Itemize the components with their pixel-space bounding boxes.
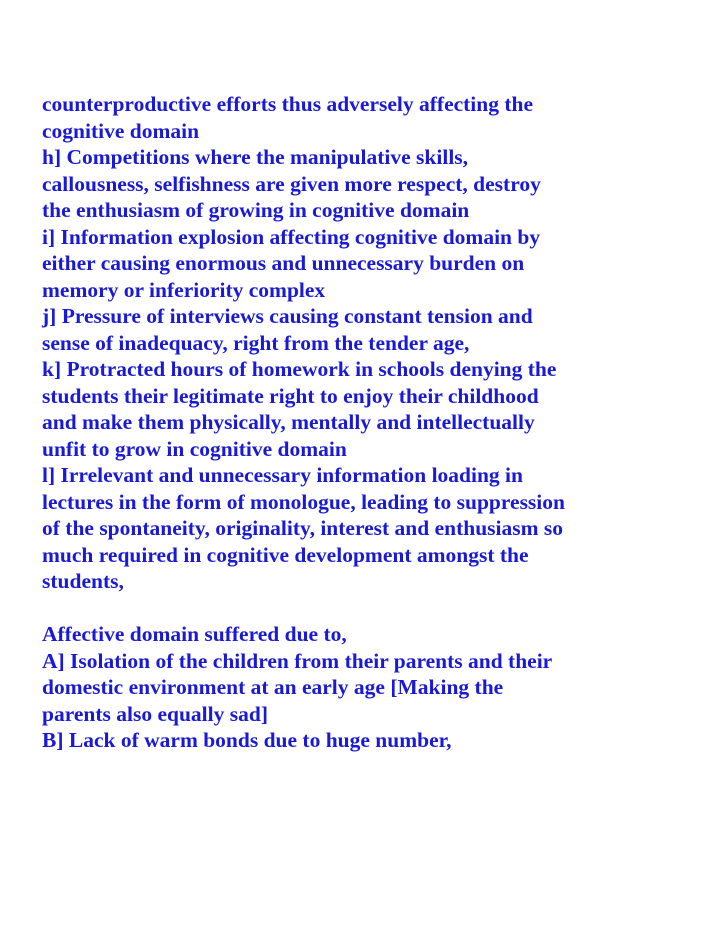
text-line: parents also equally sad] [42,701,268,726]
text-line: B] Lack of warm bonds due to huge number, [42,728,452,752]
text-line: k] Protracted hours of homework in schools denying the [42,357,557,381]
text-line: the enthusiasm of growing in cognitive domain [42,198,470,222]
text-line: cognitive domain [42,118,200,143]
text-line: j] Pressure of interviews causing constant tension and [42,304,533,328]
text-line: l] Irrelevant and unnecessary information loading in [42,463,523,487]
text-line: h] Competitions where the manipulative skills, [42,145,469,169]
text-line: either causing enormous and unnecessary burden on [42,251,525,275]
text-line: A] Isolation of the children from their parents and their [42,648,553,673]
text-line: much required in cognitive development amongst the [42,542,529,567]
text-line: counterproductive efforts thus adversely affecting the [42,92,534,116]
text-line: domestic environment at an early age [Making the [42,675,504,699]
text-line: sense of inadequacy, right from the tender age, [42,330,470,355]
text-line: memory or inferiority complex [42,277,326,302]
text-line: of the spontaneity, originality, interest and enthusiasm so [42,516,564,540]
text-line: i] Information explosion affecting cognitive domain by [42,224,541,249]
section-heading: Affective domain suffered due to, [42,622,347,646]
text-line: and make them physically, mentally and intellectually [42,410,535,434]
text-line: lectures in the form of monologue, leading to suppression [42,489,565,514]
text-line: callousness, selfishness are given more respect, destroy [42,171,541,196]
text-line: students their legitimate right to enjoy their childhood [42,383,539,408]
text-line: unfit to grow in cognitive domain [42,436,347,461]
blank-line [42,595,712,622]
text-line: students, [42,569,124,593]
document-text [42,91,712,754]
